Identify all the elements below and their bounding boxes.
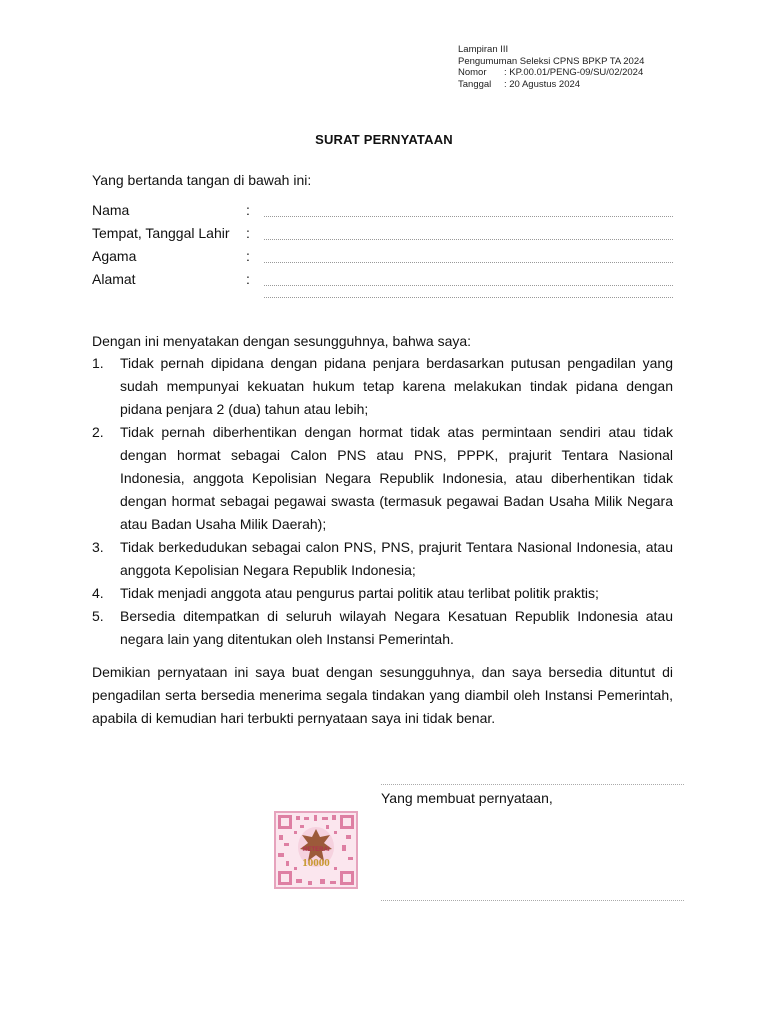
date-row [458, 79, 644, 91]
page-title: SURAT PERNYATAAN [315, 132, 453, 147]
field-name-blank[interactable] [264, 215, 673, 217]
list-item-text: Tidak pernah dipidana dengan pidana penjara berdasarkan putusan pengadilan yang sudah mempunyai kekuatan hukum tetap karena melakukan tindak pidana dengan pidana penjara 2 (dua) tahun atau lebih; [120, 355, 673, 417]
field-name [92, 199, 673, 222]
list-item-number: 1. [92, 355, 104, 371]
field-religion-blank[interactable] [264, 261, 673, 263]
list-item-text: Tidak berkedudukan sebagai calon PNS, PNS, prajurit Tentara Nasional Indonesia, atau anggota Kepolisian Negara Republik Indonesia; [120, 539, 673, 578]
attachment-label: Lampiran III [458, 44, 509, 55]
intro-text: Yang bertanda tangan di bawah ini: [92, 172, 312, 188]
field-birth-blank[interactable] [264, 238, 673, 240]
reference-number-row [458, 67, 644, 79]
field-religion-colon: : [246, 248, 250, 264]
date-label: Tanggal [458, 78, 492, 90]
list-item [92, 605, 673, 651]
field-birth-label: Tempat, Tanggal Lahir [92, 225, 230, 241]
list-item-number: 3. [92, 539, 104, 555]
stamp-duty-seal [274, 811, 358, 889]
list-item [92, 582, 673, 605]
stamp-duty-icon [274, 811, 358, 889]
field-birth-colon: : [246, 225, 250, 241]
reference-number-label: Nomor [458, 67, 487, 78]
place-date-blank[interactable] [381, 783, 684, 785]
list-item-text: Tidak pernah diberhentikan dengan hormat tidak atas permintaan sendiri atau tidak dengan hormat sebagai Calon PNS atau PNS, PPPK, prajurit Tentara Nasional Indonesia, anggota Kepolisian Negara Republik Indonesia, atau diberhentikan tidak dengan hormat sebagai pegawai swasta (termasuk pegawai Badan Usaha Milik Negara atau Badan Usaha Milik Daerah); [120, 424, 673, 532]
field-name-colon: : [246, 202, 250, 218]
list-item-text: Tidak menjadi anggota atau pengurus partai politik atau terlibat politik praktis; [120, 585, 599, 601]
field-address-colon: : [246, 271, 250, 287]
list-item [92, 421, 673, 536]
field-address-blank[interactable] [264, 284, 673, 286]
field-name-label: Nama [92, 202, 130, 218]
announcement-title: Pengumuman Seleksi CPNS BPKP TA 2024 [458, 55, 645, 67]
list-item-number: 4. [92, 585, 104, 601]
field-address-label: Alamat [92, 271, 136, 287]
list-item-number: 5. [92, 608, 104, 624]
svg-text:METERAI: METERAI [302, 847, 330, 853]
signature-label: Yang membuat pernyataan, [381, 790, 553, 806]
list-item-number: 2. [92, 424, 104, 440]
field-religion [92, 245, 673, 268]
date-value: : 20 Agustus 2024 [504, 78, 581, 90]
document-header [458, 44, 644, 90]
field-address-blank-2[interactable] [264, 296, 673, 298]
statement-lead: Dengan ini menyatakan dengan sesungguhnya, bahwa saya: [92, 333, 472, 349]
statement-list [92, 352, 673, 651]
list-item-text: Bersedia ditempatkan di seluruh wilayah Negara Kesatuan Republik Indonesia atau negara lain yang ditentukan oleh Instansi Pemerintah. [120, 608, 673, 647]
signature-name-blank[interactable] [381, 899, 684, 901]
reference-number-value: : KP.00.01/PENG-09/SU/02/2024 [504, 67, 644, 78]
closing-paragraph: Demikian pernyataan ini saya buat dengan sesungguhnya, dan saya bersedia dituntut di pengadilan serta bersedia menerima segala tindakan yang diambil oleh Instansi Pemerintah, apabila di kemudian hari terbukti pernyataan saya ini tidak benar. [92, 664, 673, 726]
list-item [92, 536, 673, 582]
list-item [92, 352, 673, 421]
field-address [92, 268, 673, 291]
field-birth [92, 222, 673, 245]
svg-text:10000: 10000 [302, 857, 330, 869]
field-religion-label: Agama [92, 248, 137, 264]
